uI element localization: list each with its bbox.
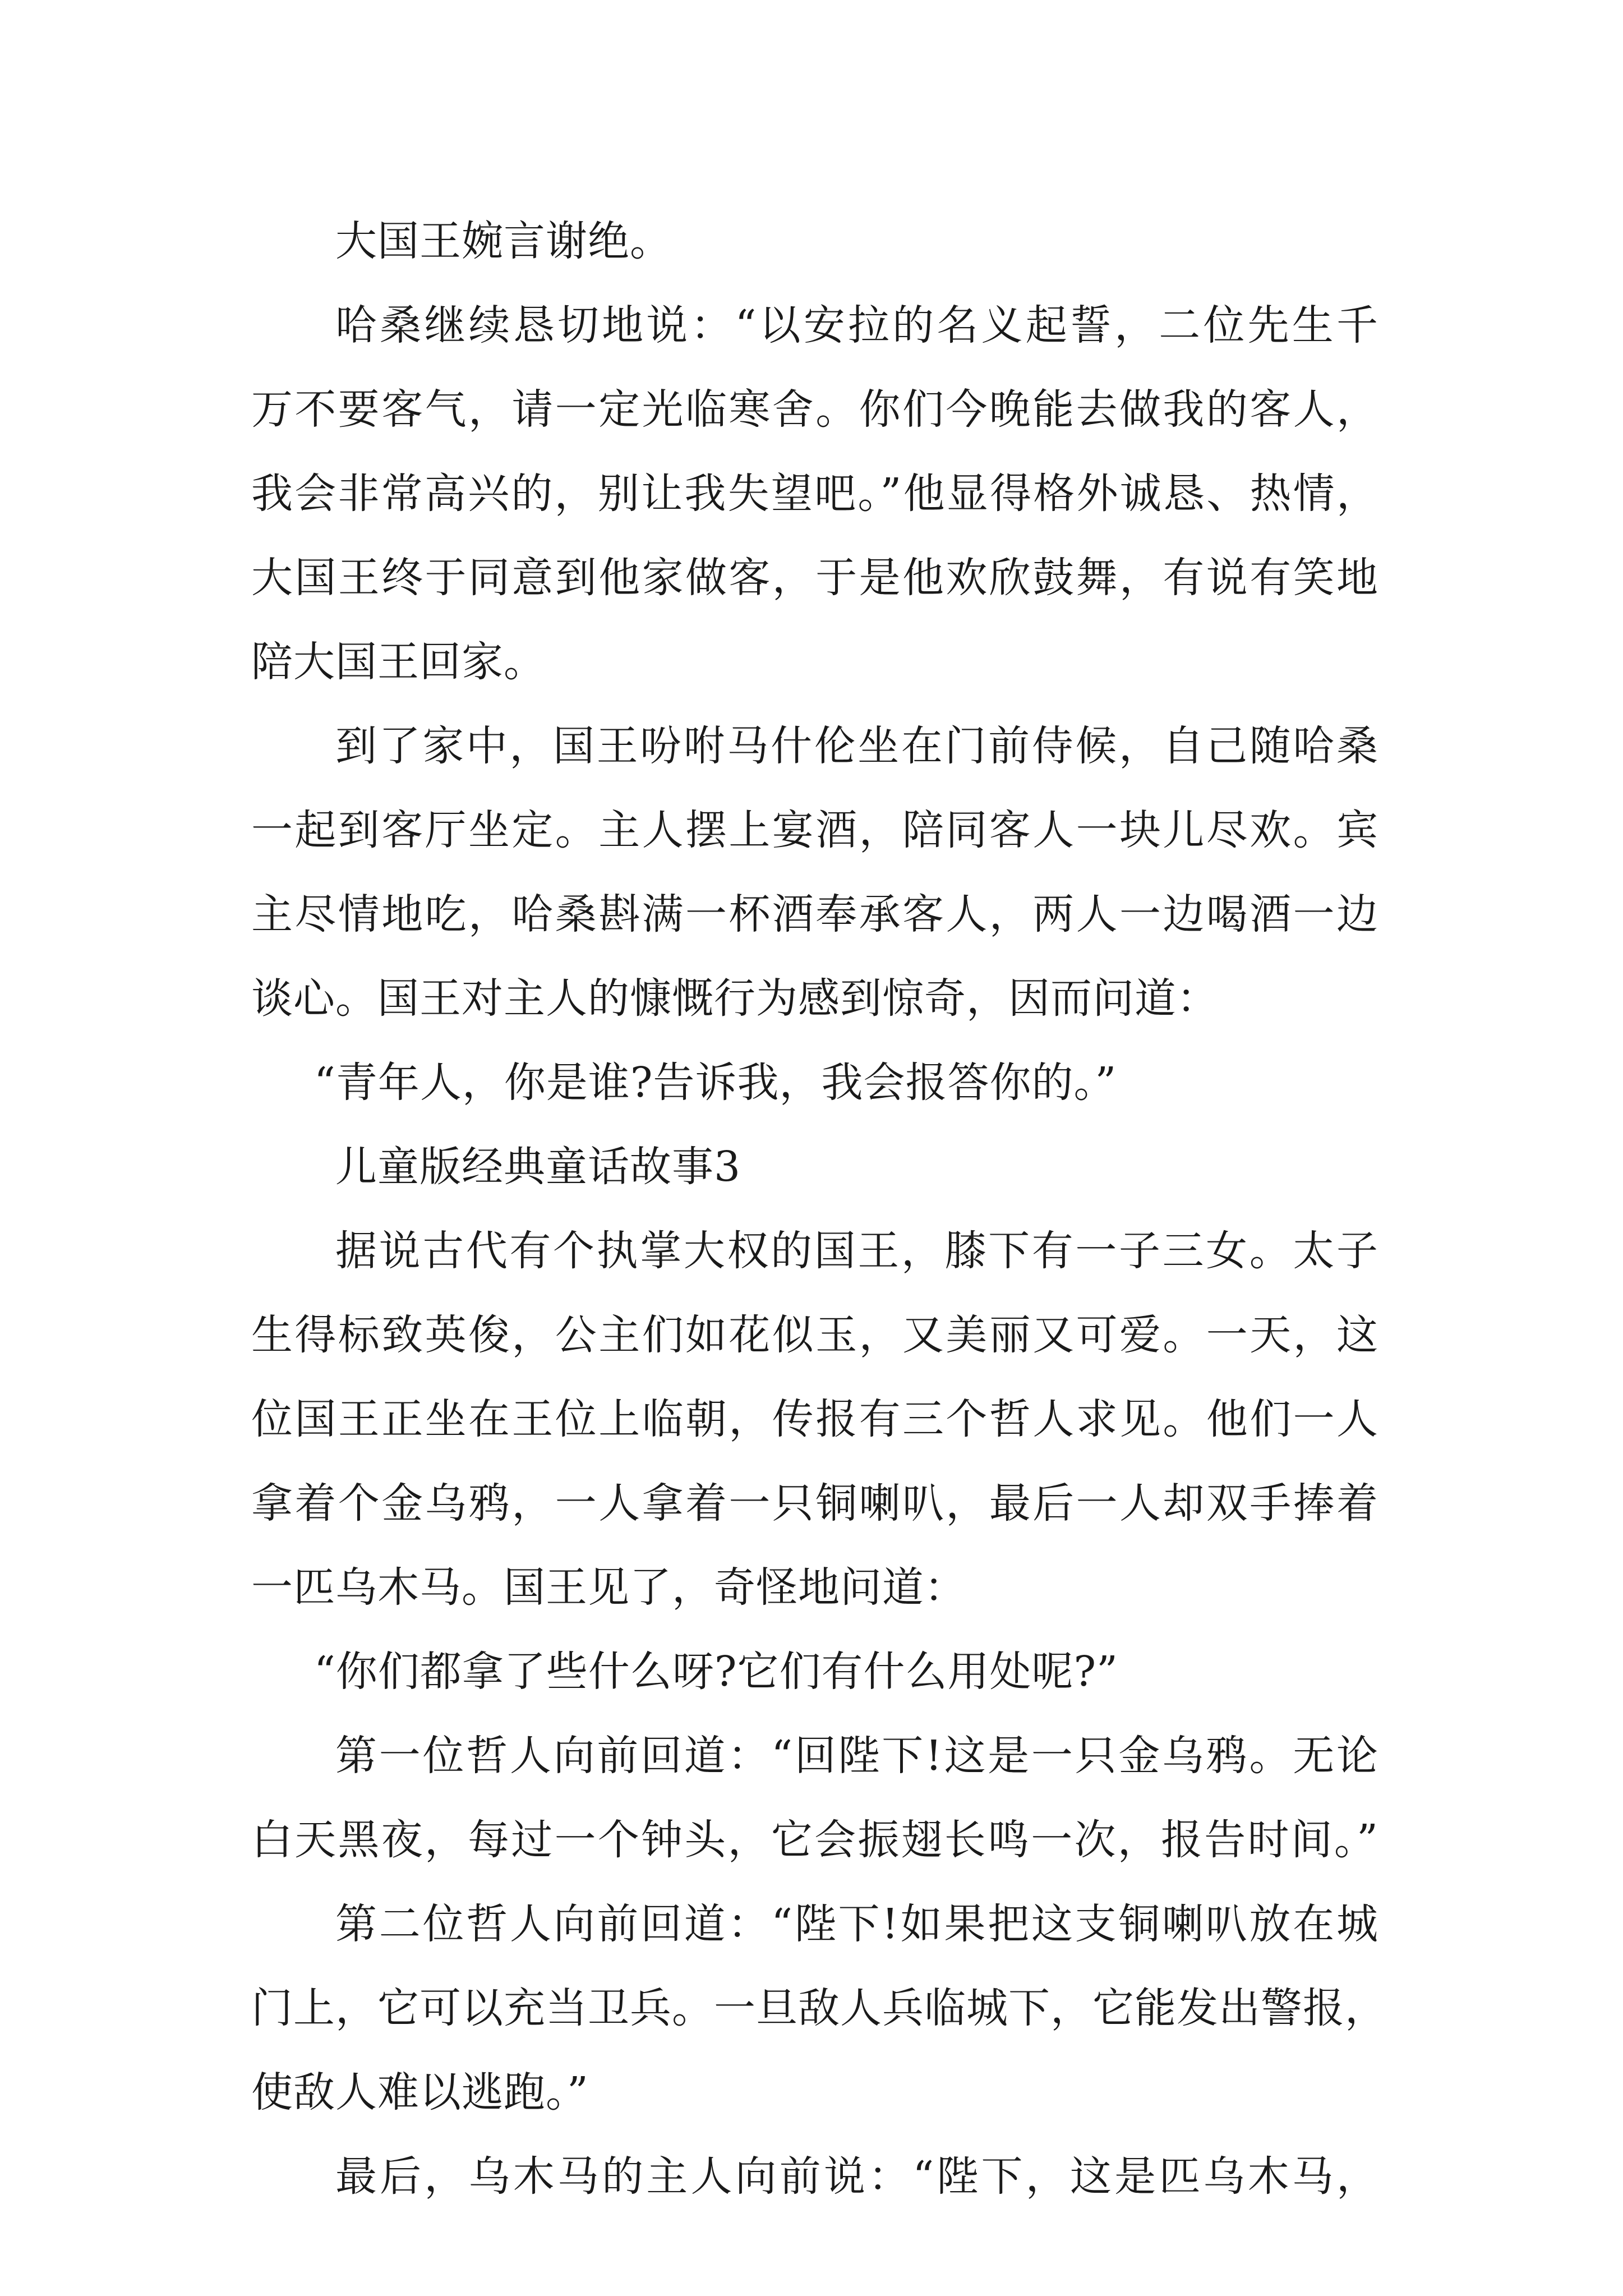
text-line: 到了家中，国王吩咐马什伦坐在门前侍候，自己随哈桑 (335, 722, 1378, 770)
text-line: 拿着个金乌鸦，一人拿着一只铜喇叭，最后一人却双手捧着 (251, 1479, 1378, 1527)
text-line: 最后，乌木马的主人向前说：“陛下，这是匹乌木马， (335, 2152, 1378, 2201)
text-line: 哈桑继续恳切地说：“以安拉的名义起誓，二位先生千 (335, 301, 1378, 349)
section-heading: 儿童版经典童话故事3 (335, 1143, 741, 1191)
text-line: “青年人，你是谁?告诉我，我会报答你的。” (314, 1059, 1117, 1107)
text-line: 一匹乌木马。国王见了，奇怪地问道： (251, 1563, 966, 1612)
text-line: 陪大国王回家。 (251, 638, 546, 686)
text-line: 一起到客厅坐定。主人摆上宴酒，陪同客人一块儿尽欢。宾 (251, 806, 1378, 854)
text-line: 我会非常高兴的，别让我失望吧。”他显得格外诚恳、热情， (251, 470, 1378, 518)
text-line: “你们都拿了些什么呀?它们有什么用处呢?” (314, 1648, 1119, 1696)
text-line: 万不要客气，请一定光临寒舍。你们今晚能去做我的客人， (251, 385, 1378, 434)
text-line: 大国王终于同意到他家做客，于是他欢欣鼓舞，有说有笑地 (251, 554, 1378, 602)
text-line: 据说古代有个执掌大权的国王，膝下有一子三女。太子 (335, 1227, 1378, 1275)
text-line: 谈心。国王对主人的慷慨行为感到惊奇，因而问道： (251, 974, 1219, 1023)
text-line: 主尽情地吃，哈桑斟满一杯酒奉承客人，两人一边喝酒一边 (251, 890, 1378, 938)
text-line: 第二位哲人向前回道：“陛下!如果把这支铜喇叭放在城 (335, 1900, 1378, 1948)
text-line: 生得标致英俊，公主们如花似玉，又美丽又可爱。一天，这 (251, 1311, 1378, 1359)
text-line: 位国王正坐在王位上临朝，传报有三个哲人求见。他们一人 (251, 1395, 1378, 1443)
text-line: 使敌人难以逃跑。” (251, 2068, 589, 2116)
text-line: 第一位哲人向前回道：“回陛下!这是一只金乌鸦。无论 (335, 1732, 1378, 1780)
text-line: 门上，它可以充当卫兵。一旦敌人兵临城下，它能发出警报， (251, 1984, 1387, 2032)
text-line: 大国王婉言谢绝。 (335, 217, 672, 265)
text-line: 白天黑夜，每过一个钟头，它会振翅长鸣一次，报告时间。” (251, 1816, 1378, 1864)
